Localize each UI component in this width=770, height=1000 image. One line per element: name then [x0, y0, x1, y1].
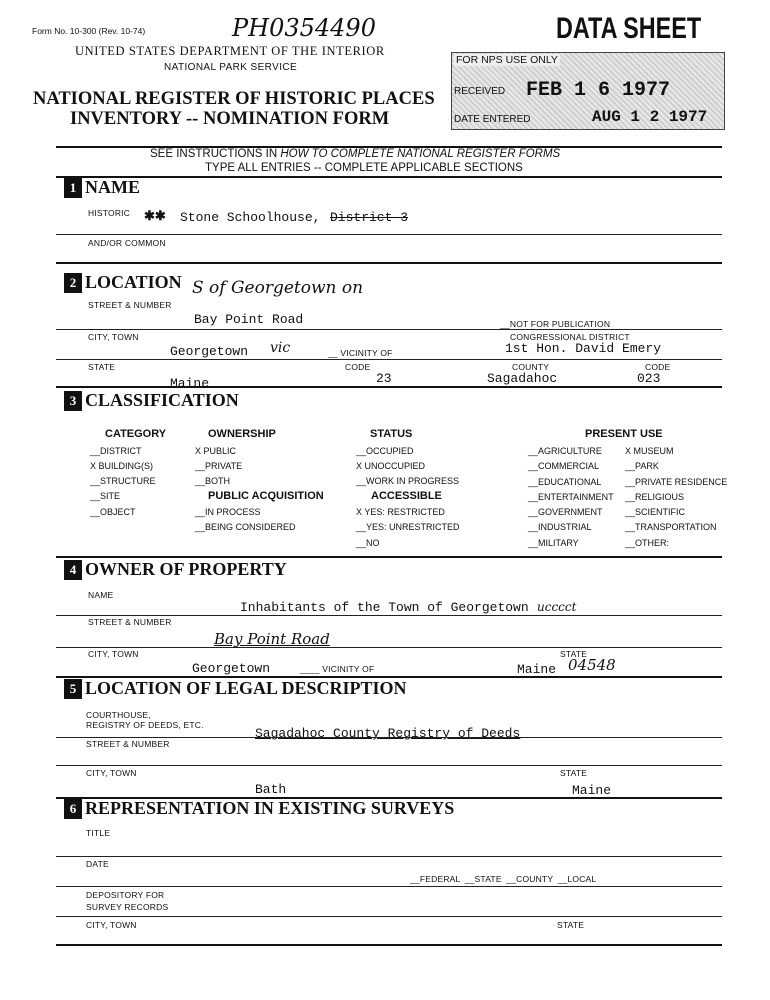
street-label: STREET & NUMBER: [88, 300, 172, 310]
legal-street-label: STREET & NUMBER: [86, 739, 170, 749]
use-option: __INDUSTRIAL: [528, 522, 592, 532]
section-2-header: 2 LOCATION: [64, 272, 182, 293]
courthouse-label: COURTHOUSE,: [86, 710, 151, 720]
code2-value: 023: [637, 371, 661, 386]
divider: [56, 944, 722, 946]
divider: [56, 556, 722, 558]
city-label: CITY, TOWN: [88, 332, 139, 342]
use-option: __SCIENTIFIC: [625, 507, 686, 517]
instructions-2: TYPE ALL ENTRIES -- COMPLETE APPLICABLE SECTIONS: [205, 162, 523, 174]
section-5-header: 5 LOCATION OF LEGAL DESCRIPTION: [64, 678, 407, 699]
legal-state-label: STATE: [560, 768, 588, 778]
owner-hand-note: ucccct: [537, 600, 577, 614]
owner-vicinity: ____ VICINITY OF: [300, 664, 375, 674]
stars-mark: ✱✱: [144, 208, 166, 223]
owner-city: Georgetown: [192, 661, 271, 676]
department: UNITED STATES DEPARTMENT OF THE INTERIOR: [75, 44, 385, 58]
survey-state-label: STATE: [557, 920, 585, 930]
use-option: __RELIGIOUS: [625, 492, 685, 502]
accessible-option: __NO: [356, 538, 380, 548]
ownership-option: X PUBLIC: [195, 446, 237, 456]
divider: [56, 386, 722, 388]
county-label: COUNTY: [512, 362, 550, 372]
survey-levels: __FEDERAL __STATE __COUNTY __LOCAL: [410, 874, 597, 884]
historic-label: HISTORIC: [88, 208, 131, 218]
divider: [56, 886, 722, 887]
use-option: __ENTERTAINMENT: [528, 492, 614, 502]
divider: [56, 916, 722, 917]
street-value: Bay Point Road: [194, 312, 304, 327]
section-1-header: 1 NAME: [64, 177, 140, 198]
form-number: Form No. 10-300 (Rev. 10-74): [32, 26, 146, 36]
congressional-value: 1st Hon. David Emery: [505, 341, 662, 356]
owner-city-label: CITY, TOWN: [88, 649, 139, 659]
category-option: __OBJECT: [90, 507, 136, 517]
city-value: Georgetown: [170, 344, 249, 359]
use-option: __GOVERNMENT: [528, 507, 603, 517]
divider: [56, 262, 722, 264]
category-heading: CATEGORY: [105, 428, 167, 440]
accessible-option: __YES: UNRESTRICTED: [356, 522, 460, 532]
congressional-label: CONGRESSIONAL DISTRICT: [510, 332, 630, 342]
county-value: Sagadahoc: [487, 371, 558, 386]
status-option: __OCCUPIED: [356, 446, 414, 456]
use-option: __COMMERCIAL: [528, 461, 600, 471]
status-option: __WORK IN PROGRESS: [356, 476, 460, 486]
category-option: __DISTRICT: [90, 446, 142, 456]
state-label: STATE: [88, 362, 116, 372]
section-6-header: 6 REPRESENTATION IN EXISTING SURVEYS: [64, 798, 454, 819]
status-heading: STATUS: [370, 428, 413, 440]
registry-label: REGISTRY OF DEEDS, ETC.: [86, 720, 204, 730]
ownership-heading: OWNERSHIP: [208, 428, 276, 440]
use-option: __TRANSPORTATION: [625, 522, 717, 532]
ownership-option: __BOTH: [195, 476, 231, 486]
legal-state: Maine: [572, 783, 612, 798]
vicinity-label: __ VICINITY OF: [328, 348, 393, 358]
legal-city: Bath: [255, 782, 287, 797]
use-option: __PARK: [625, 461, 659, 471]
depository-label-2: SURVEY RECORDS: [86, 902, 169, 912]
divider: [56, 176, 722, 178]
use-option: __PRIVATE RESIDENCE: [625, 477, 728, 487]
divider: [56, 615, 722, 616]
data-sheet-title: DATA SHEET: [556, 12, 702, 45]
category-option: __SITE: [90, 491, 121, 501]
divider: [56, 647, 722, 648]
ownership-option: __PRIVATE: [195, 461, 243, 471]
acquisition-option: __BEING CONSIDERED: [195, 522, 296, 532]
accessible-option: X YES: RESTRICTED: [356, 507, 445, 517]
use-option: __EDUCATIONAL: [528, 477, 602, 487]
received-label: RECEIVED: [454, 86, 506, 97]
state-value: Maine: [170, 376, 210, 391]
owner-street-label: STREET & NUMBER: [88, 617, 172, 627]
accessible-heading: ACCESSIBLE: [371, 490, 442, 502]
survey-date-label: DATE: [86, 859, 109, 869]
status-option: X UNOCCUPIED: [356, 461, 426, 471]
use-option: __AGRICULTURE: [528, 446, 602, 456]
acquisition-option: __IN PROCESS: [195, 507, 261, 517]
form-title-2: INVENTORY -- NOMINATION FORM: [70, 109, 390, 129]
category-option: X BUILDING(S): [90, 461, 154, 471]
city-hand-note: vic: [270, 340, 291, 356]
code-value: 23: [376, 371, 392, 386]
section-4-header: 4 OWNER OF PROPERTY: [64, 559, 287, 580]
not-for-publication: __NOT FOR PUBLICATION: [500, 319, 611, 329]
form-title-1: NATIONAL REGISTER OF HISTORIC PLACES: [33, 89, 435, 109]
instructions-1: SEE INSTRUCTIONS IN HOW TO COMPLETE NATIONAL REGISTER FORMS: [150, 148, 561, 160]
registry-value: Sagadahoc County Registry of Deeds: [255, 726, 521, 741]
owner-state-label: STATE: [560, 649, 588, 659]
location-hand-note: S of Georgetown on: [192, 278, 364, 298]
acquisition-heading: PUBLIC ACQUISITION: [208, 490, 324, 502]
depository-label-1: DEPOSITORY FOR: [86, 890, 165, 900]
entered-stamp: AUG 1 2 1977: [592, 108, 708, 126]
divider: [56, 234, 722, 235]
nps-use-label: FOR NPS USE ONLY: [456, 54, 558, 66]
divider: [56, 359, 722, 360]
survey-title-label: TITLE: [86, 828, 111, 838]
entered-label: DATE ENTERED: [454, 114, 531, 125]
divider: [56, 329, 722, 330]
survey-city-label: CITY, TOWN: [86, 920, 137, 930]
historic-struck: District-3: [330, 210, 409, 225]
owner-state: Maine: [517, 662, 557, 677]
owner-street-hand: Bay Point Road: [214, 630, 330, 648]
code-label: CODE: [345, 362, 371, 372]
owner-zip-hand: 04548: [568, 656, 616, 674]
service: NATIONAL PARK SERVICE: [164, 62, 298, 73]
use-option: __MILITARY: [528, 538, 579, 548]
handwritten-id: PH0354490: [232, 14, 376, 42]
divider: [56, 856, 722, 857]
owner-name: Inhabitants of the Town of Georgetown: [240, 600, 529, 615]
nps-use-box: [451, 52, 725, 130]
legal-city-label: CITY, TOWN: [86, 768, 137, 778]
category-option: __STRUCTURE: [90, 476, 156, 486]
owner-name-label: NAME: [88, 590, 114, 600]
received-stamp: FEB 1 6 1977: [526, 79, 671, 102]
divider: [56, 765, 722, 766]
present-use-heading: PRESENT USE: [585, 428, 663, 440]
section-3-header: 3 CLASSIFICATION: [64, 390, 239, 411]
divider: [56, 737, 722, 738]
use-option: X MUSEUM: [625, 446, 674, 456]
common-label: AND/OR COMMON: [88, 238, 166, 248]
code2-label: CODE: [645, 362, 671, 372]
historic-name: Stone Schoolhouse,: [180, 210, 321, 225]
use-option: __OTHER:: [625, 538, 670, 548]
